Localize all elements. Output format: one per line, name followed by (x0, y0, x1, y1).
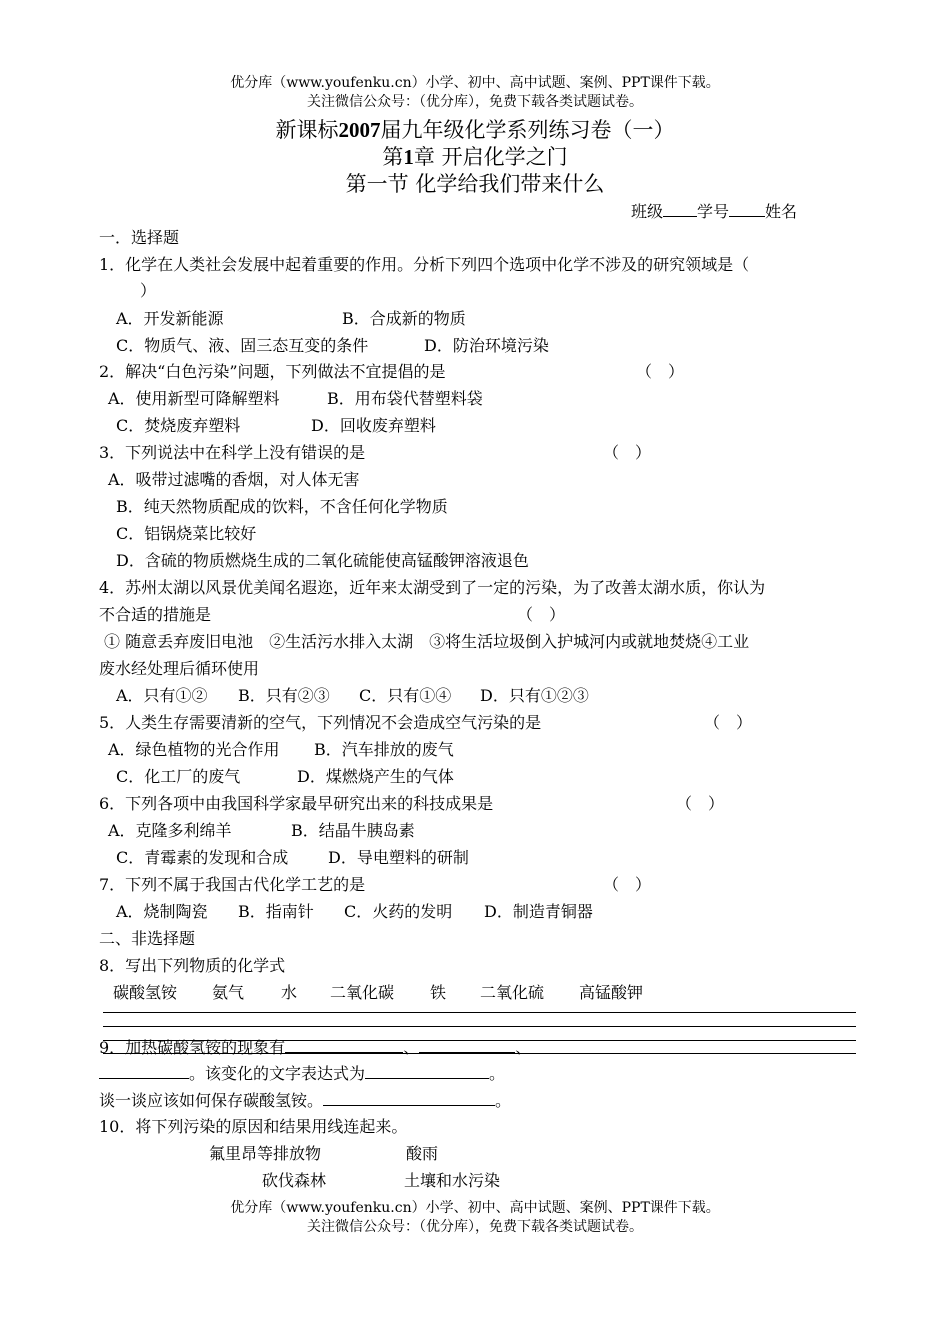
q1-paren: ） (140, 281, 157, 300)
q4-items: ① 随意丢弃废旧电池 ②生活污水排入太湖 ③将生活垃圾倒入护城河内或就地焚烧④工业 (104, 632, 750, 651)
part1-heading: 一．选择题 (99, 228, 180, 247)
q4-stem-cont: 不合适的措施是 (99, 605, 212, 624)
q9-line-2 (99, 1063, 505, 1084)
q9-blank-3[interactable] (99, 1063, 189, 1079)
q3-option-b: B．纯天然物质配成的饮料，不含任何化学物质 (116, 497, 448, 516)
number-blank[interactable] (729, 201, 765, 217)
q7-answer-paren[interactable]: （ ） (603, 875, 652, 894)
q7-option-c: C．火药的发明 (344, 902, 453, 921)
q4-option-b: B．只有②③ (238, 686, 330, 705)
q1-option-b: B．合成新的物质 (342, 309, 466, 328)
q2-option-a: A．使用新型可降解塑料 (108, 389, 280, 408)
q4-option-c: C．只有①④ (359, 686, 452, 705)
q6-option-b: B．结晶牛胰岛素 (291, 821, 415, 840)
q8-substance-2: 氨气 (212, 983, 245, 1002)
q8-stem: 8．写出下列物质的化学式 (99, 956, 286, 975)
title-year: 2007 (338, 118, 381, 142)
q2-option-c: C．焚烧废弃塑料 (116, 416, 241, 435)
q5-option-c: C．化工厂的废气 (116, 767, 241, 786)
q4-stem: 4．苏州太湖以风景优美闻名遐迩，近年来太湖受到了一定的污染，为了改善太湖水质，你认为 (99, 578, 766, 597)
title-suffix: 届九年级化学系列练习卷（一） (380, 118, 675, 142)
q9-blank-1[interactable] (285, 1037, 403, 1053)
q5-answer-paren[interactable]: （ ） (704, 713, 753, 732)
q9-storage-label: 谈一谈应该如何保存碳酸氢铵。 (99, 1091, 324, 1110)
q9-blank-2[interactable] (419, 1037, 515, 1053)
q7-option-d: D．制造青铜器 (484, 902, 593, 921)
q5-option-b: B．汽车排放的废气 (314, 740, 454, 759)
q8-substance-1: 碳酸氢铵 (113, 983, 178, 1002)
q5-stem: 5．人类生存需要清新的空气，下列情况不会造成空气污染的是 (99, 713, 542, 732)
q2-answer-paren[interactable]: （ ） (636, 362, 685, 381)
footer-line-1: 优分库（www.youfenku.cn）小学、初中、高中试题、案例、PPT课件下载。 (230, 1200, 720, 1216)
q10-cause-1[interactable]: 氟里昂等排放物 (209, 1144, 322, 1163)
q1-stem: 1．化学在人类社会发展中起着重要的作用。分析下列四个选项中化学不涉及的研究领域是（ (99, 255, 750, 274)
q2-option-b: B．用布袋代替塑料袋 (327, 389, 483, 408)
q1-option-a: A．开发新能源 (116, 309, 224, 328)
q6-option-d: D．导电塑料的研制 (328, 848, 469, 867)
q8-substance-5: 铁 (430, 983, 447, 1002)
q9-sep-1: 、 (403, 1038, 420, 1057)
q9-sep-2: 、 (515, 1038, 532, 1057)
q3-stem: 3．下列说法中在科学上没有错误的是 (99, 443, 366, 462)
q2-stem: 2．解决“白色污染”问题，下列做法不宜提倡的是 (99, 362, 446, 381)
class-label: 班级 (631, 202, 664, 221)
q8-substance-7: 高锰酸钾 (579, 983, 644, 1002)
q8-substance-3: 水 (281, 983, 298, 1002)
chapter-title (0, 144, 950, 170)
footer-line-2: 关注微信公众号：（优分库），免费下载各类试题试卷。 (307, 1219, 643, 1235)
q9-expression-blank[interactable] (365, 1063, 489, 1079)
chapter-number: 1 (403, 145, 414, 169)
q10-result-2[interactable]: 土壤和水污染 (404, 1171, 501, 1190)
q9-storage-blank[interactable] (323, 1090, 495, 1106)
q6-option-c: C．青霉素的发现和合成 (116, 848, 289, 867)
q6-stem: 6．下列各项中由我国科学家最早研究出来的科技成果是 (99, 794, 494, 813)
q8-answer-line-1[interactable] (103, 1012, 856, 1013)
q8-substance-4: 二氧化碳 (330, 983, 395, 1002)
number-label: 学号 (697, 202, 730, 221)
q4-option-a: A．只有①② (116, 686, 208, 705)
q9-line3-end: 。 (495, 1091, 512, 1110)
name-label: 姓名 (765, 202, 798, 221)
q7-option-a: A．烧制陶瓷 (116, 902, 208, 921)
header-line-2: 关注微信公众号：（优分库），免费下载各类试题试卷。 (307, 94, 643, 110)
chapter-prefix: 第 (382, 145, 404, 169)
q4-option-d: D．只有①②③ (480, 686, 589, 705)
q2-option-d: D．回收废弃塑料 (311, 416, 436, 435)
q10-result-1[interactable]: 酸雨 (406, 1144, 439, 1163)
q6-option-a: A．克隆多利绵羊 (108, 821, 232, 840)
q7-option-b: B．指南针 (238, 902, 314, 921)
q9-answer-line[interactable] (103, 1053, 856, 1054)
q5-option-d: D．煤燃烧产生的气体 (297, 767, 454, 786)
q8-answer-line-2[interactable] (103, 1026, 856, 1027)
q3-option-d: D．含硫的物质燃烧生成的二氧化硫能使高锰酸钾溶液退色 (116, 551, 529, 570)
section-title: 第一节 化学给我们带来什么 (345, 172, 605, 196)
q6-answer-paren[interactable]: （ ） (676, 794, 725, 813)
q7-stem: 7．下列不属于我国古代化学工艺的是 (99, 875, 366, 894)
q10-stem: 10．将下列污染的原因和结果用线连起来。 (99, 1117, 408, 1136)
title-prefix: 新课标 (275, 118, 339, 142)
q9-line2-end: 。 (489, 1064, 506, 1083)
q3-option-c: C．铝锅烧菜比较好 (116, 524, 257, 543)
class-blank[interactable] (663, 201, 697, 217)
q10-cause-2[interactable]: 砍伐森林 (262, 1171, 327, 1190)
q1-option-c: C．物质气、液、固三态互变的条件 (116, 336, 369, 355)
q9-stem: 9．加热碳酸氢铵的现象有 (99, 1038, 286, 1057)
header-line-1: 优分库（www.youfenku.cn）小学、初中、高中试题、案例、PPT课件下载。 (230, 75, 720, 91)
q9-line-3 (99, 1090, 511, 1111)
q4-answer-paren[interactable]: （ ） (517, 605, 566, 624)
q3-option-a: A．吸带过滤嘴的香烟，对人体无害 (108, 470, 360, 489)
q3-answer-paren[interactable]: （ ） (603, 443, 652, 462)
student-info (631, 201, 797, 222)
q9-expression-label: 。该变化的文字表达式为 (189, 1064, 366, 1083)
q9-line-1 (99, 1037, 531, 1058)
q5-option-a: A．绿色植物的光合作用 (108, 740, 280, 759)
part2-heading: 二、非选择题 (99, 929, 196, 948)
paper-title (0, 117, 950, 143)
q1-option-d: D．防治环境污染 (424, 336, 549, 355)
chapter-suffix: 章 开启化学之门 (413, 145, 568, 169)
q4-items-cont: 废水经处理后循环使用 (99, 659, 260, 678)
q8-substance-6: 二氧化硫 (480, 983, 545, 1002)
